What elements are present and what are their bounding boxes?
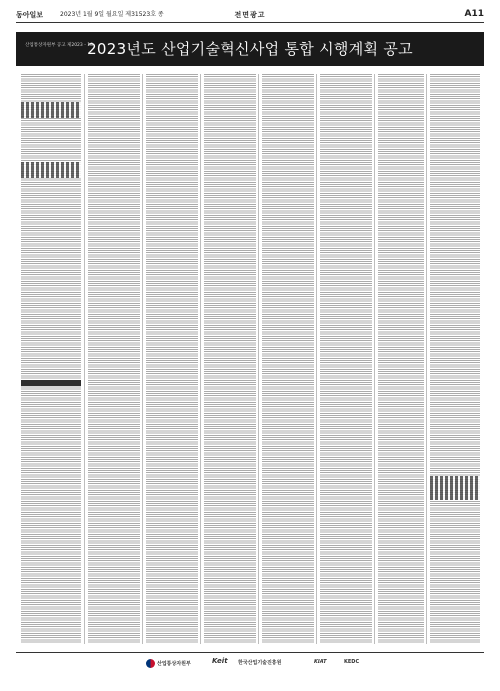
notice-title: 2023년도 산업기술혁신사업 통합 시행계획 공고 bbox=[87, 40, 413, 58]
column-8 bbox=[426, 74, 483, 644]
fine-print-text bbox=[262, 74, 314, 644]
column-6 bbox=[316, 74, 375, 644]
fine-print-text bbox=[204, 74, 256, 644]
fine-print-text bbox=[21, 74, 81, 644]
schedule-table bbox=[21, 102, 81, 118]
column-7 bbox=[374, 74, 427, 644]
issue-info: 2023년 1월 9일 월요일 제31523호 종 bbox=[60, 11, 164, 18]
fine-print-columns bbox=[18, 74, 482, 644]
kedc-logo: KEDC bbox=[344, 659, 360, 665]
keit-logo: Keit bbox=[212, 657, 228, 665]
column-3 bbox=[142, 74, 201, 644]
column-1 bbox=[18, 74, 84, 644]
notice-banner bbox=[16, 32, 484, 66]
contact-table bbox=[430, 476, 480, 500]
column-5 bbox=[258, 74, 317, 644]
fine-print-text bbox=[146, 74, 198, 644]
fine-print-text bbox=[88, 74, 140, 644]
page-number: A11 bbox=[464, 9, 484, 19]
fine-print-text bbox=[378, 74, 424, 644]
section-heading-box bbox=[21, 380, 81, 386]
taegeuk-emblem-icon bbox=[146, 659, 155, 668]
notice-number: 산업통상자원부 공고 제2023 - 18 bbox=[25, 43, 93, 48]
column-4 bbox=[200, 74, 259, 644]
sponsor-footer bbox=[16, 652, 484, 675]
kiat-agency-logo: 한국산업기술진흥원 bbox=[238, 660, 282, 666]
column-2 bbox=[84, 74, 143, 644]
fine-print-text bbox=[430, 74, 480, 644]
section-label: 전면광고 bbox=[234, 11, 266, 19]
page-header bbox=[16, 8, 484, 23]
kiat-logo: KIAT bbox=[314, 659, 327, 665]
masthead: 동아일보 bbox=[16, 11, 44, 19]
schedule-table bbox=[21, 162, 81, 178]
fine-print-text bbox=[320, 74, 372, 644]
ministry-logo: 산업통상자원부 bbox=[146, 659, 191, 668]
